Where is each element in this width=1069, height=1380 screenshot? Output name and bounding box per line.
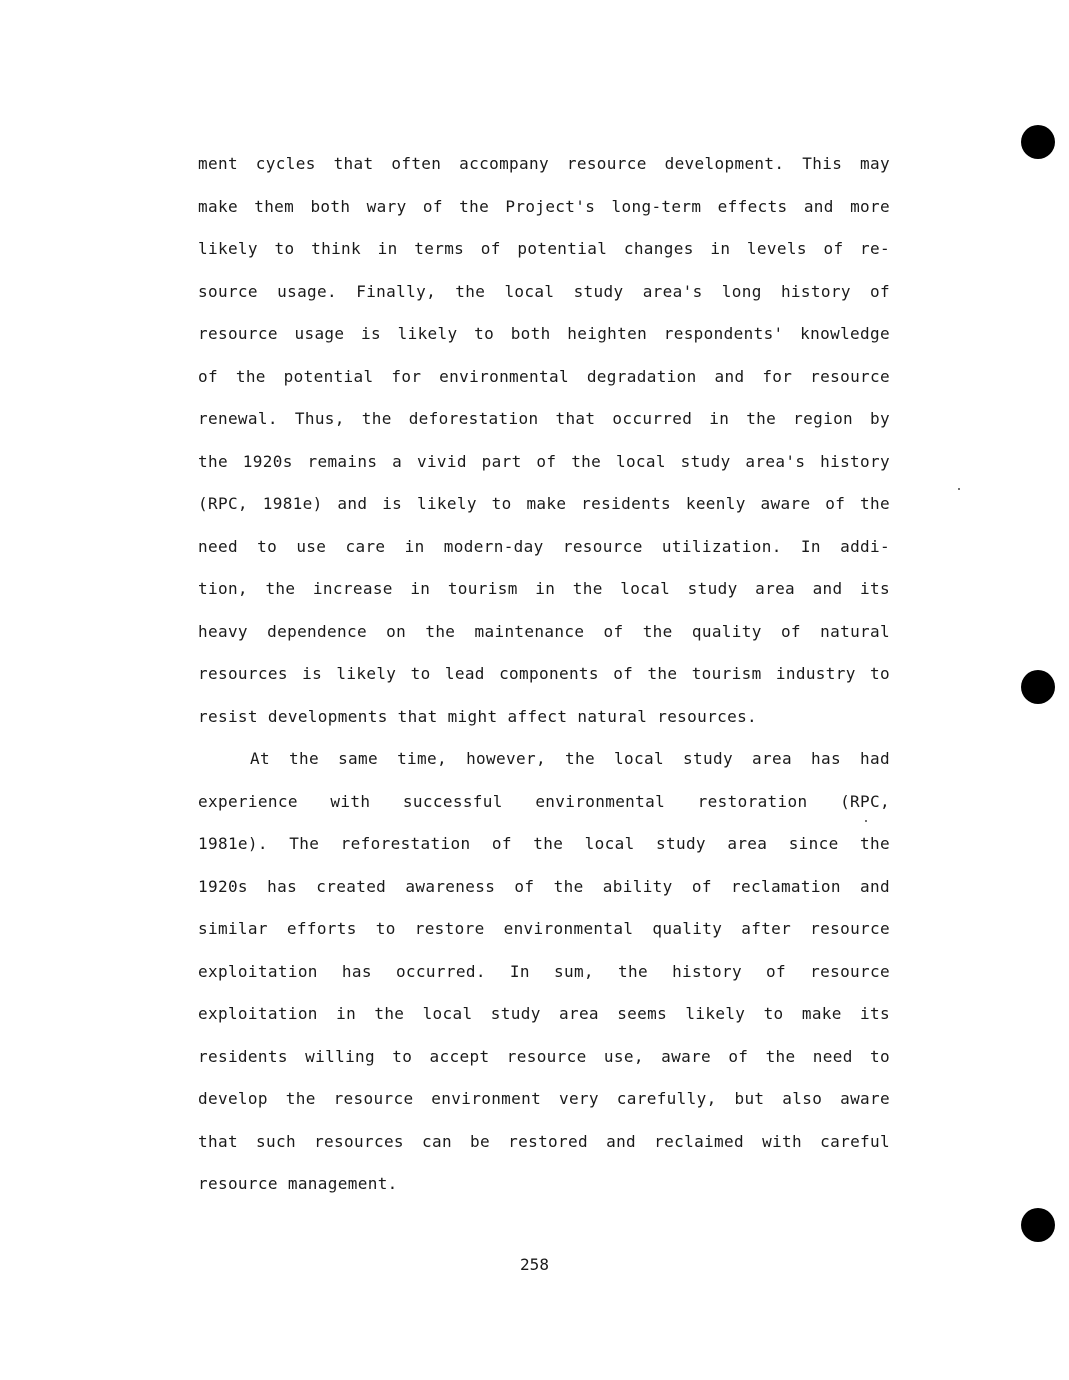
text-line: resources is likely to lead components of the tourism industry to (198, 664, 890, 683)
text-line: resist developments that might affect natural resources. (198, 706, 758, 726)
text-line: ment cycles that often accompany resource development. This may (198, 154, 890, 173)
text-line: (RPC, 1981e) and is likely to make residents keenly aware of the (198, 494, 890, 513)
text-line: of the potential for environmental degradation and for resource (198, 366, 890, 386)
text-line: 1981e). The reforestation of the local study area since the (198, 834, 890, 853)
text-line: source usage. Finally, the local study area's long history of (198, 281, 890, 301)
punch-hole-bottom (1021, 1208, 1055, 1242)
text-line: 1920s has created awareness of the ability of reclamation and (198, 876, 890, 896)
text-line: similar efforts to restore environmental quality after resource (198, 919, 890, 938)
text-line: need to use care in modern-day resource utilization. In addi- (198, 536, 890, 556)
text-line: resource usage is likely to both heighten respondents' knowledge (198, 324, 890, 343)
text-line: make them both wary of the Project's long-term effects and more (198, 196, 890, 216)
text-line: exploitation in the local study area seems likely to make its (198, 1004, 890, 1023)
text-line: heavy dependence on the maintenance of the quality of natural (198, 621, 890, 641)
text-line: exploitation has occurred. In sum, the history of resource (198, 961, 890, 981)
paragraph-2 (198, 738, 890, 1206)
text-line: resource management. (198, 1174, 398, 1193)
scan-speck (958, 488, 960, 490)
text-line: develop the resource environment very carefully, but also aware (198, 1089, 890, 1108)
punch-hole-top (1021, 125, 1055, 159)
text-line: that such resources can be restored and reclaimed with careful (198, 1131, 890, 1151)
text-line: likely to think in terms of potential changes in levels of re- (198, 239, 890, 258)
punch-hole-middle (1021, 670, 1055, 704)
text-line: tion, the increase in tourism in the local study area and its (198, 579, 890, 598)
paragraph-1 (198, 143, 890, 738)
page-number: 258 (520, 1255, 549, 1274)
text-line: residents willing to accept resource use, aware of the need to (198, 1046, 890, 1066)
text-line: the 1920s remains a vivid part of the local study area's history (198, 451, 890, 471)
text-line: experience with successful environmental restoration (RPC, (198, 791, 890, 811)
text-line: renewal. Thus, the deforestation that occurred in the region by (198, 409, 890, 428)
text-line: At the same time, however, the local study area has had (250, 749, 890, 768)
body-text (198, 143, 890, 1206)
